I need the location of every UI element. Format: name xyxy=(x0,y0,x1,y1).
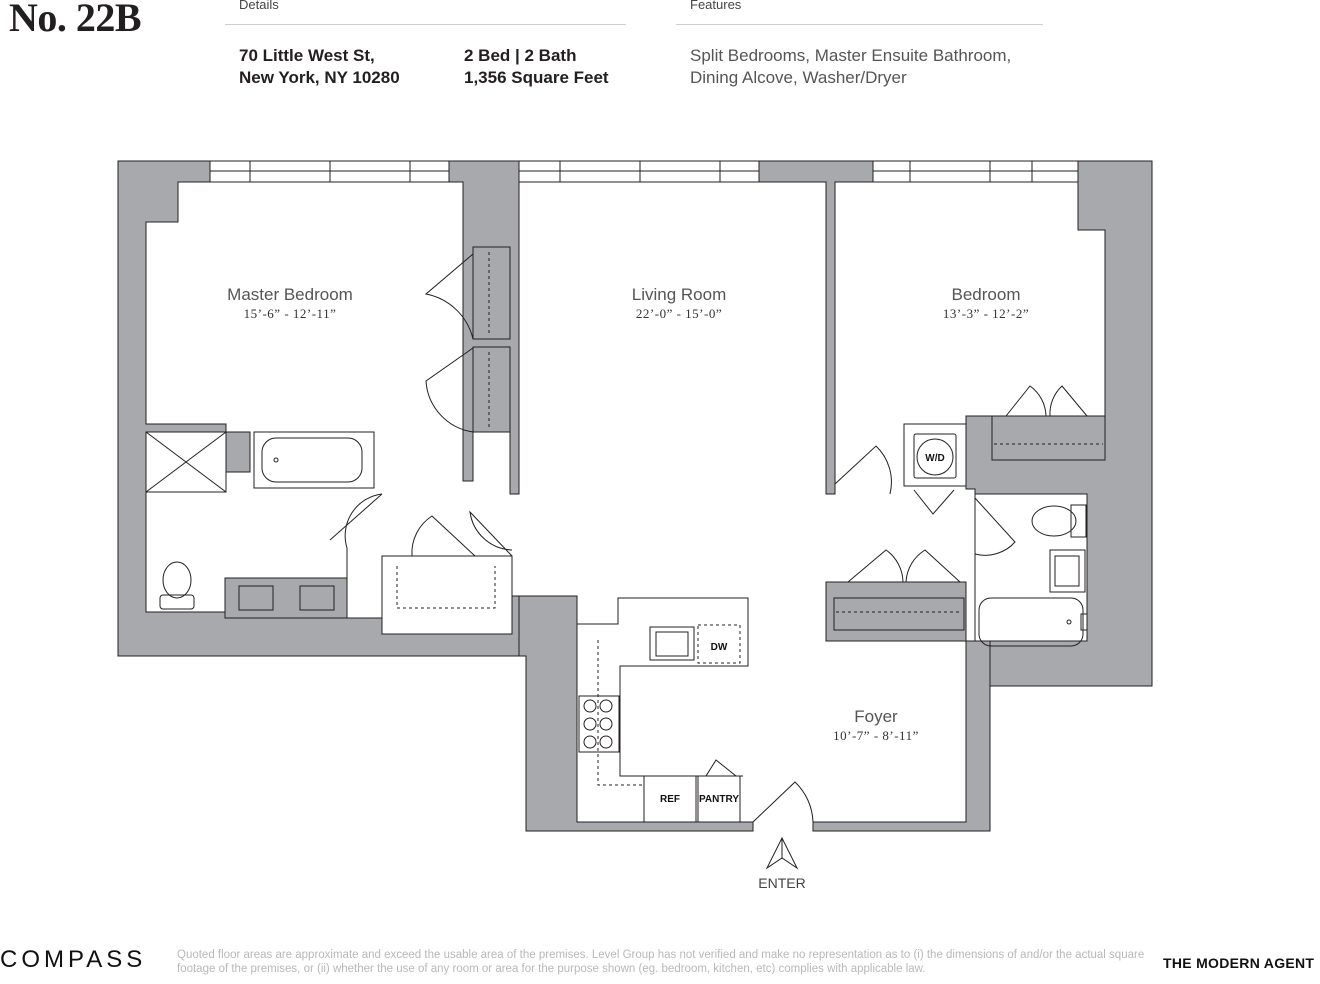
address-line2: New York, NY 10280 xyxy=(239,68,400,87)
pantry-label: PANTRY xyxy=(699,794,739,805)
foyer-dims: 10’-7” - 8’-11” xyxy=(833,728,919,743)
agent-logo: THE MODERN AGENT xyxy=(1163,955,1315,971)
details-heading: Details xyxy=(239,0,279,12)
bedroom-label: Bedroom xyxy=(951,285,1021,304)
square-feet: 1,356 Square Feet xyxy=(464,68,609,87)
bedroom-dims: 13’-3” - 12’-2” xyxy=(942,306,1030,321)
beds-baths: 2 Bed | 2 Bath xyxy=(464,46,577,65)
exterior-walls xyxy=(118,161,1152,831)
master-bedroom-dims: 15’-6” - 12’-11” xyxy=(243,306,337,321)
room-labels xyxy=(227,285,1029,743)
foyer-label: Foyer xyxy=(854,707,898,726)
washer-dryer-label: W/D xyxy=(925,453,945,464)
address-line1: 70 Little West St, xyxy=(239,46,375,65)
dishwasher-label: DW xyxy=(710,642,728,653)
living-room-label: Living Room xyxy=(631,285,727,304)
compass-logo: COMPASS xyxy=(0,946,147,973)
features-line2: Dining Alcove, Washer/Dryer xyxy=(690,68,907,87)
features-line1: Split Bedrooms, Master Ensuite Bathroom, xyxy=(690,46,1012,65)
master-bedroom-label: Master Bedroom xyxy=(227,285,353,304)
windows xyxy=(210,161,1078,182)
disclaimer-text: Quoted floor areas are approximate and exceed the usable area of the premises. Level Group has not verified and make no representation as to (i) the dimensions of and/or the actual square footage of the premises, or (ii) whether the use of any room or area for the purpose shown (eg. bedroom, kitchen, etc) complies with applicable law. xyxy=(177,949,1145,975)
unit-number: No. 22B xyxy=(9,0,142,40)
entry-marker xyxy=(758,838,805,891)
features-heading: Features xyxy=(690,0,742,12)
interior-lines xyxy=(146,247,1105,822)
enter-label: ENTER xyxy=(758,875,806,891)
refrigerator-label: REF xyxy=(660,794,680,805)
living-room-dims: 22’-0” - 15’-0” xyxy=(635,306,723,321)
